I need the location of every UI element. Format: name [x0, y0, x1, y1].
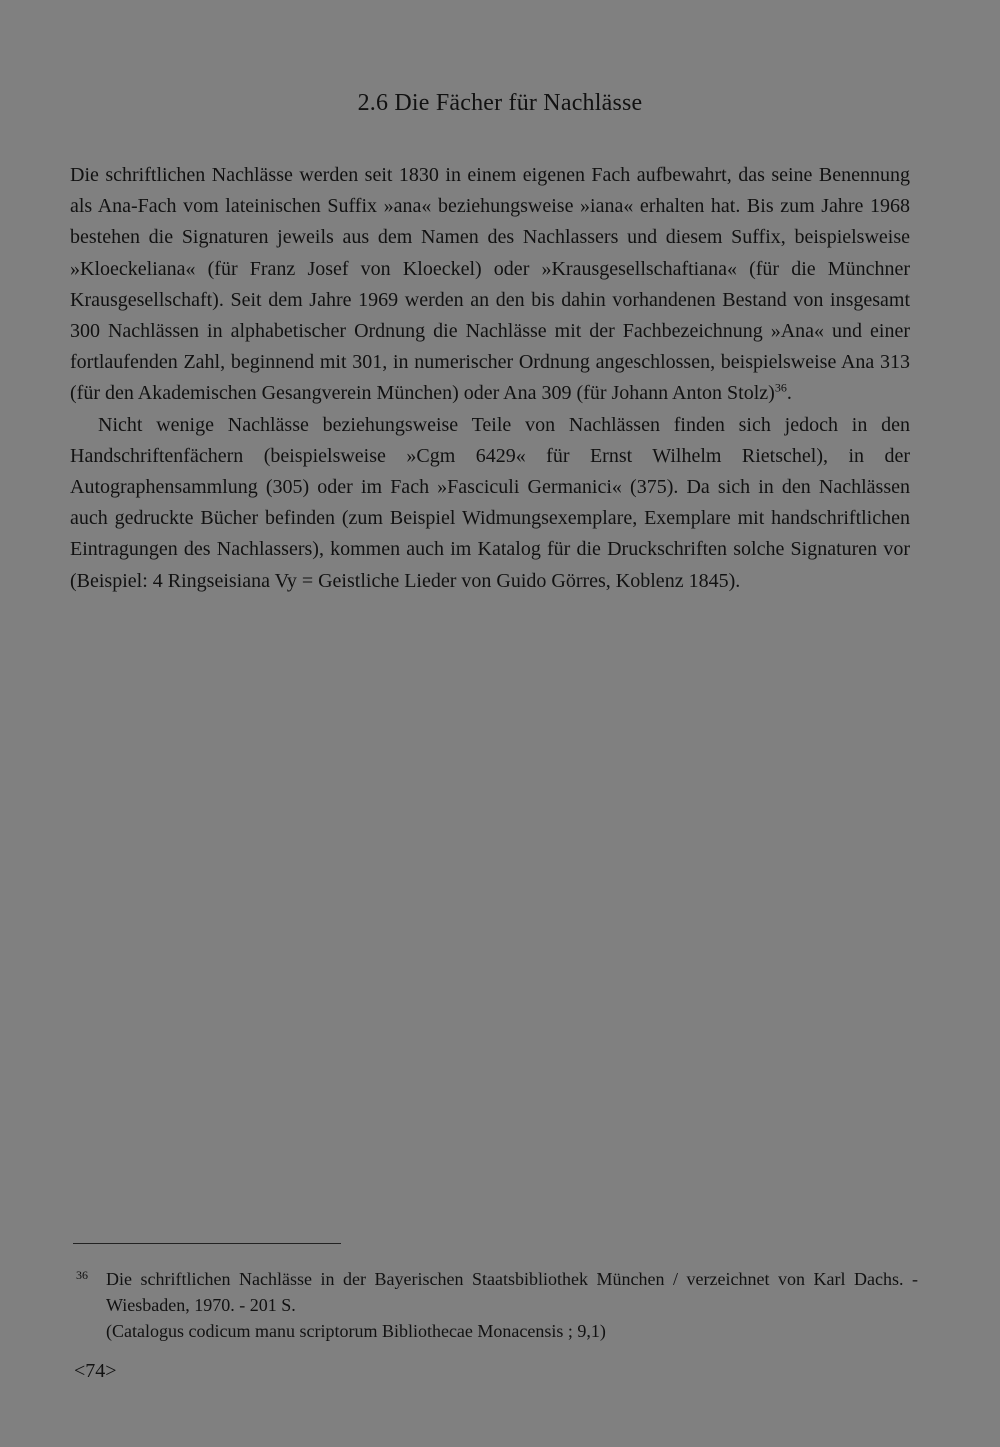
paragraph-2: Nicht wenige Nachlässe beziehungsweise Teile von Nachlässen finden sich jedoch in den Handschriftenfächern (beispielsweise »Cgm 6429« für Ernst Wilhelm Rietschel), in der Autographensammlung (305) oder im Fach »Fasciculi Germanici« (375). Da sich in den Nachlässen auch gedruckte Bücher befinden (zum Beispiel Widmungsexemplare, Exemplare mit handschriftlichen Eintragungen des Nachlassers), kommen auch im Katalog für die Druckschriften solche Signaturen vor (Beispiel: 4 Ringseisiana Vy = Geistliche Lieder von Guido Görres, Koblenz 1845). — [70, 413, 910, 592]
paragraph-1 — [70, 160, 910, 410]
footnote-citation: Die schriftlichen Nachlässe in der Bayerischen Staatsbibliothek München / verzeichnet von Karl Dachs. - Wiesbaden, 1970. - 201 S. — [106, 1269, 918, 1315]
footnote-reference: 36 — [774, 380, 787, 395]
paragraph-1-text: Die schriftlichen Nachlässe werden seit 1830 in einem eigenen Fach aufbewahrt, das seine Benennung als Ana-Fach vom lateinischen Suffix »ana« beziehungsweise »iana« erhalten hat. Bis zum Jahre 1968 bestehen die Signaturen jeweils aus dem Namen des Nachlassers und diesem Suffix, beispielsweise »Kloeckeliana« (für Franz Josef von Kloeckel) oder »Krausgesellschaftiana« (für die Münchner Krausgesellschaft). Seit dem Jahre 1969 werden an den bis dahin vorhandenen Bestand von insgesamt 300 Nachlässen in alphabetischer Ordnung die Nachlässe mit der Fachbezeichnung »Ana« und einer fortlaufenden Zahl, beginnend mit 301, in numerischer Ordnung angeschlossen, beispielsweise Ana 313 (für den Akademischen Gesangverein München) oder Ana 309 (für Johann Anton Stolz) — [70, 164, 910, 405]
paragraph-1-tail: . — [786, 382, 792, 405]
footnote-series: (Catalogus codicum manu scriptorum Bibliothecae Monacensis ; 9,1) — [106, 1321, 606, 1341]
section-heading: 2.6 Die Fächer für Nachlässe — [357, 90, 643, 116]
footnote-text — [106, 1266, 918, 1344]
body-text — [70, 160, 910, 597]
footnote — [76, 1266, 918, 1344]
footnote-marker: 36 — [76, 1268, 88, 1282]
page-number: <74> — [74, 1360, 117, 1382]
footnote-divider — [73, 1243, 341, 1244]
